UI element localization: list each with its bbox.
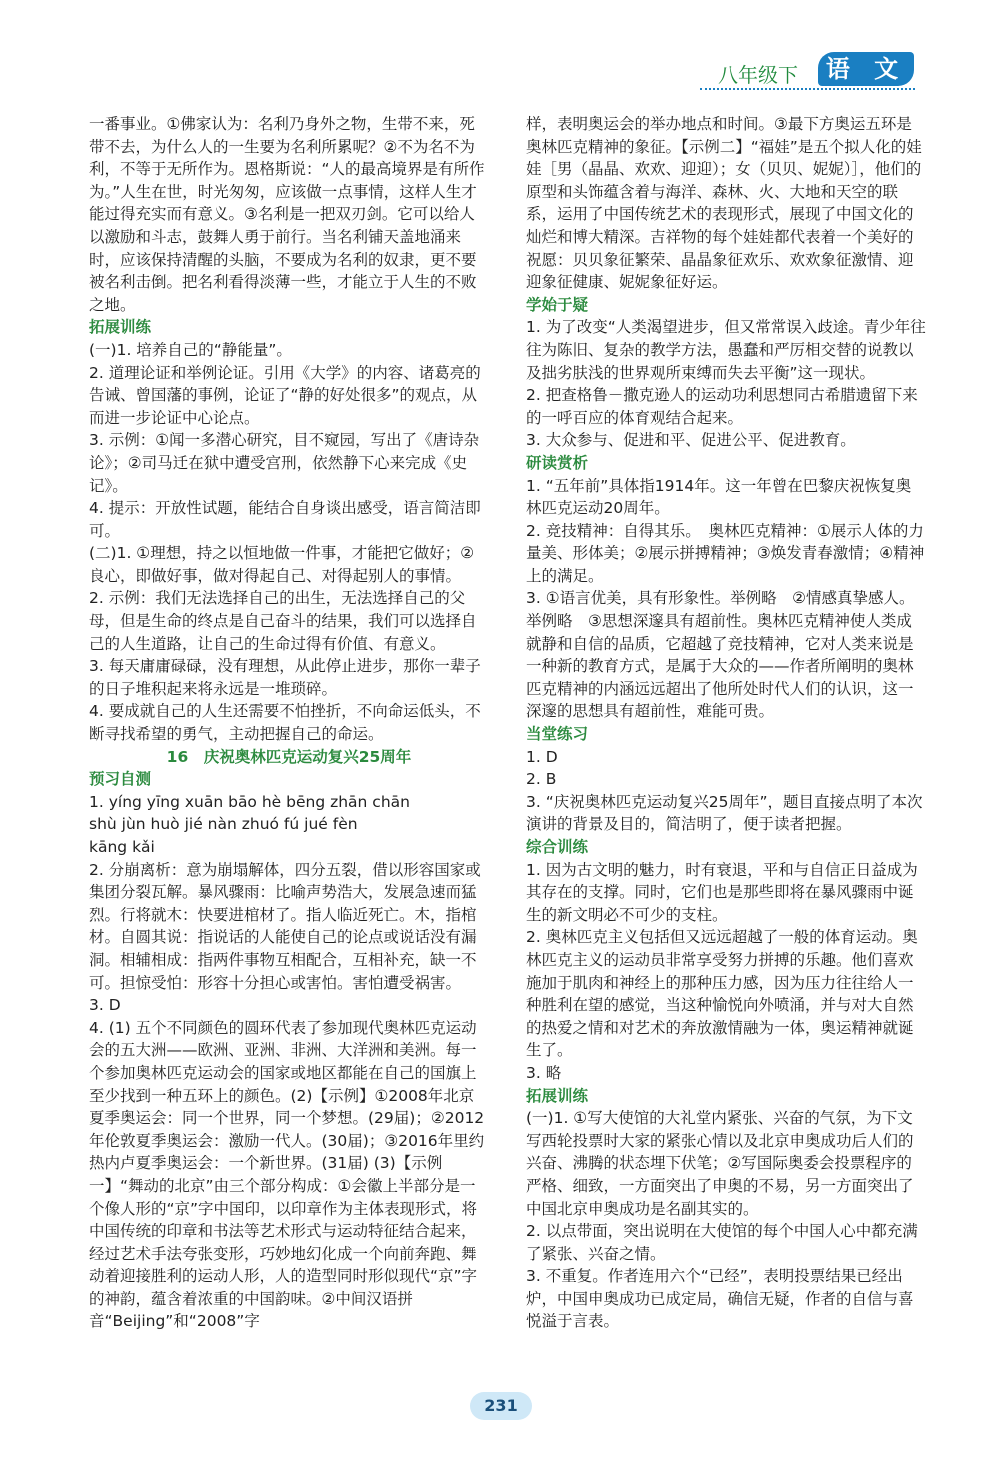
answer-line: 1. “五年前”具体指1914年。这一年曾在巴黎庆祝恢复奥林匹克运动20周年。 (526, 476, 912, 518)
pinyin-line: 1. yíng yīng xuān bāo hè bēng zhān chān (89, 792, 410, 811)
section-heading-zonghe: 综合训练 (526, 838, 589, 856)
answer-line: 2. 竞技精神：自得其乐。 奥林匹克精神：①展示人体的力量美、形体美；②展示拼搏精神；③焕发青春激情；④精神上的满足。 (526, 521, 925, 585)
left-intro-paragraph: 一番事业。①佛家认为：名利乃身外之物，生带不来，死带不去，为什么人的一生要为名利所累呢？②不为名不为利，不等于无所作为。恩格斯说：“人的最高境界是有所作为。”人生在世，时光匆匆，应该做一点事情，这样人生才能过得充实而有意义。③名利是一把双刃剑。它可以给人以激励和斗志，鼓舞人勇于前行。当名利铺天盖地涌来时，应该保持清醒的头脑，不要成为名利的奴隶，更不要被名利击倒。把名利看得淡薄一些，才能立于人生的不败之地。 (89, 115, 485, 314)
answer-line: 2. 示例：我们无法选择自己的出生，无法选择自己的父母，但是生命的终点是自己奋斗的结果，我们可以选择自己的人生道路，让自己的生命过得有价值、有意义。 (89, 589, 477, 653)
answer-line: 2. B (526, 770, 557, 789)
page-number: 231 (470, 1392, 532, 1420)
right-intro-paragraph: 样，表明奥运会的举办地点和时间。③最下方奥运五环是奥林匹克精神的象征。【示例二】“福娃”是五个拟人化的娃娃［男（晶晶、欢欢、迎迎）；女（贝贝、妮妮）］，他们的原型和头饰蕴含着与海洋、森林、火、大地和天空的联系，运用了中国传统艺术的表现形式，展现了中国文化的灿烂和博大精深。吉祥物的每个娃娃都代表着一个美好的祝愿：贝贝象征繁荣、晶晶象征欢乐、欢欢象征激情、迎迎象征健康、妮妮象征好运。 (526, 115, 922, 292)
pinyin-line: kāng kǎi (89, 838, 155, 856)
answer-line: 3. 略 (526, 1063, 562, 1082)
answer-line: 2. 道理论证和举例论证。引用《大学》的内容、诸葛亮的告诫、曾国藩的事例，论证了“静的好处很多”的观点，从而进一步论证中心论点。 (89, 363, 481, 427)
section-heading-tuozhan: 拓展训练 (89, 318, 152, 337)
answer-line: 1. D (526, 747, 558, 766)
header-divider (700, 88, 915, 92)
answer-line: 3. 示例：①闻一多潜心研究，目不窥园，写出了《唐诗杂论》；②司马迁在狱中遭受宫刑，依然静下心来完成《史记》。 (89, 431, 480, 495)
subject-badge: 语 文 (818, 52, 914, 86)
answer-line: 3. 不重复。作者连用六个“已经”，表明投票结果已经出炉，中国申奥成功已成定局，确信无疑，作者的自信与喜悦溢于言表。 (526, 1267, 914, 1331)
answer-line: 3. 每天庸庸碌碌，没有理想，从此停止进步，那你一辈子的日子堆积起来将永远是一堆琐碎。 (89, 657, 481, 698)
right-column (526, 113, 926, 1333)
answer-line: 3. “庆祝奥林匹克运动复兴25周年”，题目直接点明了本次演讲的背景及目的，简洁明了，便于读者把握。 (526, 792, 923, 834)
answer-line: 2. 奥林匹克主义包括但又远远超越了一般的体育运动。奥林匹克主义的运动员非常享受努力拼搏的乐趣。他们喜欢施加于肌肉和神经上的那种压力感，因为压力往往给人一种胜利在望的感觉，当这种愉悦向外喷涌，并与对大自然的热爱之情和对艺术的奔放激情融为一体，奥运精神就诞生了。 (526, 928, 918, 1060)
answer-line: 4. 提示：开放性试题，能结合自身谈出感受，语言简洁即可。 (89, 499, 481, 540)
answer-line: 2. 以点带面，突出说明在大使馆的每个中国人心中都充满了紧张、兴奋之情。 (526, 1222, 918, 1263)
answer-line: (一)1. ①写大使馆的大礼堂内紧张、兴奋的气氛，为下文写西轮投票时大家的紧张心情以及北京申奥成功后人们的兴奋、沸腾的状态埋下伏笔；②写国际奥委会投票程序的严格、细致，一方面突出了申奥的不易，另一方面突出了中国北京申奥成功是名副其实的。 (526, 1109, 914, 1218)
answer-line: (一)1. 培养自己的“静能量”。 (89, 340, 292, 359)
section-heading-tuozhan-2: 拓展训练 (526, 1086, 589, 1105)
answer-line: 4. 要成就自己的人生还需要不怕挫折，不向命运低头，不断寻找希望的勇气，主动把握自己的命运。 (89, 702, 481, 744)
section-heading-dangtang: 当堂练习 (526, 725, 589, 744)
grade-label: 八年级下 (718, 63, 798, 87)
answer-line: (二)1. ①理想，持之以恒地做一件事，才能把它做好；②良心，即做好事，做对得起自己、对得起别人的事情。 (89, 544, 475, 585)
answer-line: 1. 为了改变“人类渴望进步，但又常常误入歧途。青少年往往为陈旧、复杂的教学方法，愚蠢和严厉相交替的说教以及拙劣肤浅的世界观所束缚而失去平衡”这一现状。 (526, 318, 926, 382)
answer-line: 3. D (89, 996, 121, 1015)
lesson-title: 16 庆祝奥林匹克运动复兴25周年 (166, 747, 412, 766)
answer-line: 3. ①语言优美，具有形象性。举例略 ②情感真挚感人。举例略 ③思想深邃具有超前性。奥林匹克精神使人类成就静和自信的品质，它超越了竞技精神，它对人类来说是一种新的教育方式，是属于大众的——作者所阐明的奥林匹克精神的内涵远远超出了他所处时代人们的认识，这一深邃的思想具有超前性，难能可贵。 (526, 589, 915, 721)
answer-line: 1. 因为古文明的魅力，时有衰退，平和与自信正日益成为其存在的支撑。同时，它们也是那些即将在暴风骤雨中诞生的新文明必不可少的支柱。 (526, 860, 918, 924)
section-heading-yuxi: 预习自测 (89, 770, 152, 789)
answer-line: 3. 大众参与、促进和平、促进公平、促进教育。 (526, 431, 856, 450)
answer-line: 4. (1) 五个不同颜色的圆环代表了参加现代奥林匹克运动会的五大洲——欧洲、亚洲、非洲、大洋洲和美洲。每一个参加奥林匹克运动会的国家或地区都能在自己的国旗上至少找到一种五环上的颜色。(2)【示例】①2008年北京夏季奥运会：同一个世界，同一个梦想。(29届)；②2012年伦敦夏季奥运会：激励一代人。(30届)；③2016年里约热内卢夏季奥运会：一个新世界。(31届) (3)【示例一】“舞动的北京”由三个部分构成：①会徽上半部分是一个像人形的“京”字中国印，以印章作为主体表现形式，将中国传统的印章和书法等艺术形式与运动特征结合起来，经过艺术手法夸张变形，巧妙地幻化成一个向前奔跑、舞动着迎接胜利的运动人形，人的造型同时形似现代“京”字的神韵，蕴含着浓重的中国韵味。②中间汉语拼音“Beijing”和“2008”字 (89, 1018, 485, 1331)
left-column (89, 113, 489, 1333)
pinyin-line: shù jùn huò jié nàn zhuó fú jué fèn (89, 815, 358, 834)
answer-line: 2. 分崩离析：意为崩塌解体，四分五裂，借以形容国家或集团分裂瓦解。暴风骤雨：比喻声势浩大，发展急速而猛烈。行将就木：快要进棺材了。指人临近死亡。木，指棺材。自圆其说：指说话的人能使自己的论点或说话没有漏洞。相辅相成：指两件事物互相配合，互相补充，缺一不可。担惊受怕：形容十分担心或害怕。害怕遭受祸害。 (89, 860, 481, 992)
answer-line: 2. 把查格鲁－撒克逊人的运动功利思想同古希腊遗留下来的一呼百应的体育观结合起来。 (526, 386, 918, 427)
section-heading-yandu: 研读赏析 (526, 453, 589, 472)
section-heading-xueshi: 学始于疑 (526, 295, 589, 314)
